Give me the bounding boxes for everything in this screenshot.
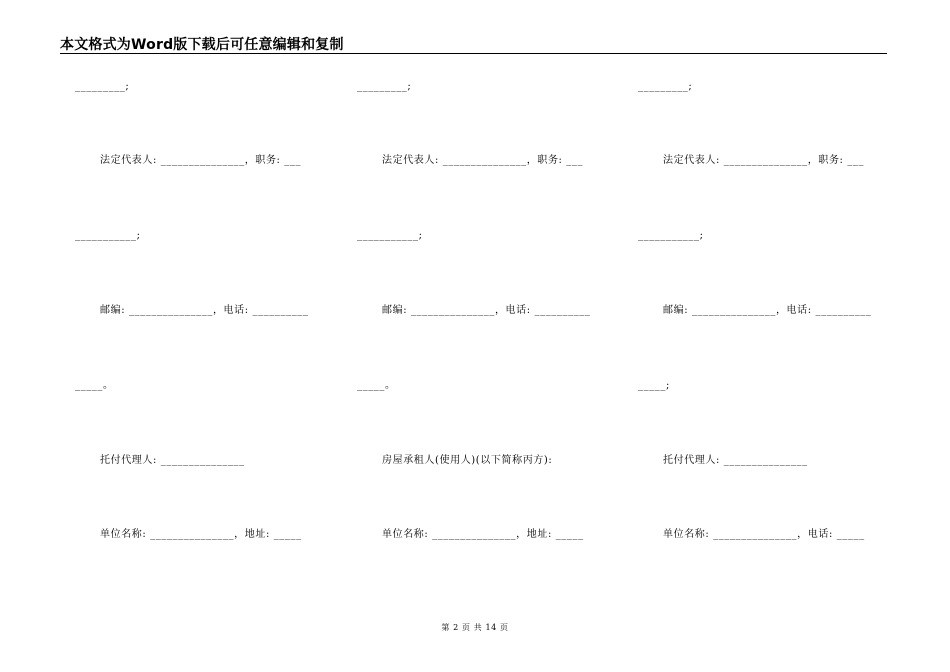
blank-line: _____; (638, 380, 670, 391)
agent-line: 托付代理人: _______________ (100, 455, 245, 466)
blank-line: _________; (75, 81, 130, 92)
lessee-heading-line: 房屋承租人(使用人)(以下简称丙方): (382, 455, 553, 466)
header-title: 本文格式为Word版下载后可任意编辑和复制 (60, 37, 344, 53)
unit-name-line: 单位名称: _______________，地址: _____ (382, 529, 584, 540)
legal-representative-line: 法定代表人: _______________，职务: ___ (382, 155, 584, 166)
unit-name-line: 单位名称: _______________，地址: _____ (100, 529, 302, 540)
postcode-phone-line: 邮编: _______________，电话: __________ (100, 305, 309, 316)
legal-representative-line: 法定代表人: _______________，职务: ___ (100, 155, 302, 166)
blank-line: ___________; (638, 230, 704, 241)
blank-line: ___________; (75, 230, 141, 241)
blank-line: _________; (638, 81, 693, 92)
legal-representative-line: 法定代表人: _______________，职务: ___ (663, 155, 865, 166)
postcode-phone-line: 邮编: _______________，电话: __________ (382, 305, 591, 316)
postcode-phone-line: 邮编: _______________，电话: __________ (663, 305, 872, 316)
blank-line: _____。 (357, 380, 396, 391)
blank-line: ___________; (357, 230, 423, 241)
header-rule (60, 53, 887, 54)
agent-line: 托付代理人: _______________ (663, 455, 808, 466)
unit-name-line: 单位名称: _______________，电话: _____ (663, 529, 865, 540)
blank-line: _________; (357, 81, 412, 92)
blank-line: _____。 (75, 380, 114, 391)
page-number: 第 2 页 共 14 页 (441, 623, 509, 632)
